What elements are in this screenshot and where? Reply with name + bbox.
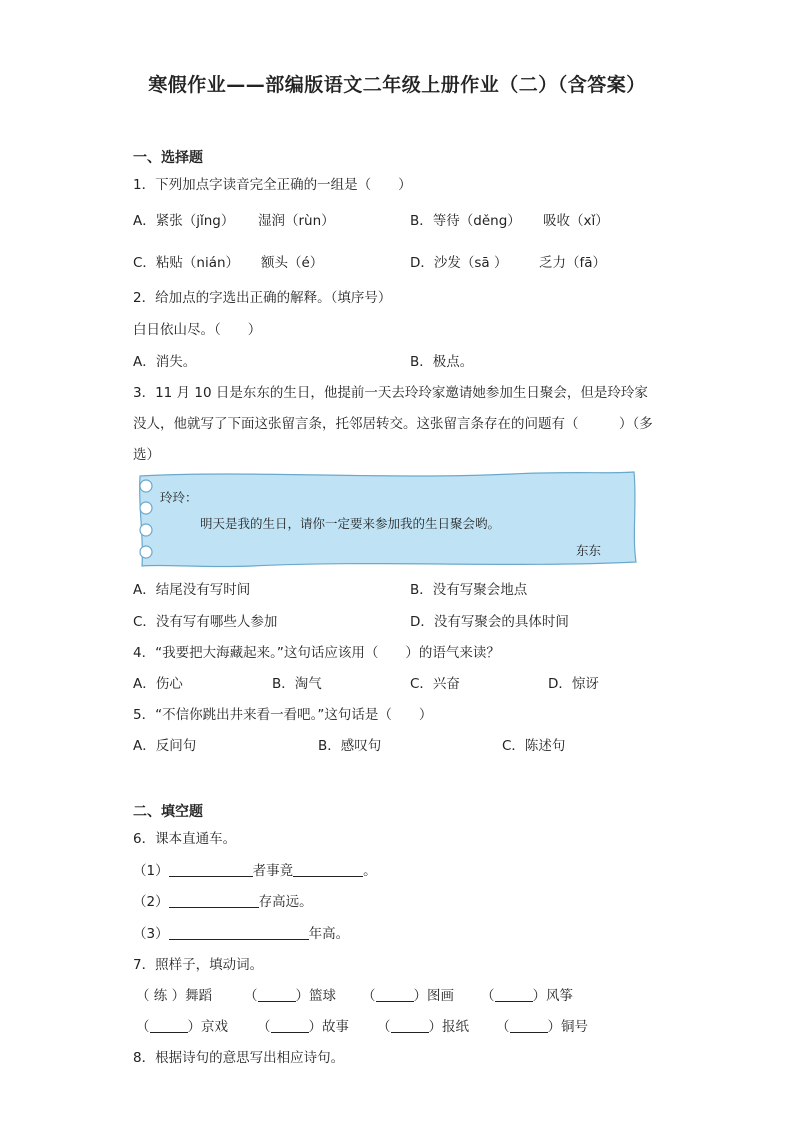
q3-stem-line1: 3．11 月 10 日是东东的生日，他提前一天去玲玲家邀请她参加生日聚会，但是玲玲家 bbox=[133, 385, 648, 401]
q4-option-d: D．惊讶 bbox=[548, 676, 599, 692]
q7-item-3: （ ）风筝 bbox=[481, 988, 573, 1004]
q7-item-4-blank[interactable] bbox=[150, 1019, 188, 1033]
q7-item-3-word: 风筝 bbox=[546, 988, 573, 1004]
q7-item-1-blank[interactable] bbox=[258, 988, 296, 1002]
q1-option-b-word1: B．等待（děng） bbox=[410, 213, 521, 229]
q5-option-b: B．感叹句 bbox=[318, 738, 382, 754]
q6-line3-end: 年高。 bbox=[308, 926, 350, 942]
q7-stem: 7．照样子，填动词。 bbox=[133, 957, 264, 973]
q7-item-5-word: 故事 bbox=[322, 1019, 349, 1035]
q2-line: 白日依山尽。（ ） bbox=[133, 322, 262, 338]
q6-line1-end: 。 bbox=[363, 863, 377, 879]
q7-item-5: （ ）故事 bbox=[257, 1019, 349, 1035]
q3-option-d: D．没有写聚会的具体时间 bbox=[410, 614, 569, 630]
q2-stem: 2．给加点的字选出正确的解释。（填序号） bbox=[133, 290, 392, 306]
q6-line3-number: （3） bbox=[133, 926, 169, 942]
q7-item-6-word: 报纸 bbox=[442, 1019, 469, 1035]
section-heading-fill: 二、填空题 bbox=[133, 804, 203, 820]
q5-option-a: A．反问句 bbox=[133, 738, 197, 754]
q1-option-d-word1: D．沙发（sā ） bbox=[410, 255, 508, 271]
q4-option-c: C．兴奋 bbox=[410, 676, 460, 692]
q3-option-b: B．没有写聚会地点 bbox=[410, 582, 528, 598]
q1-option-a-word1: A．紧张（jǐng） bbox=[133, 213, 235, 229]
q7-item-6-blank[interactable] bbox=[391, 1019, 429, 1033]
q6-line2-blank[interactable] bbox=[169, 893, 259, 908]
q6-stem: 6．课本直通车。 bbox=[133, 831, 237, 847]
q8-stem: 8．根据诗句的意思写出相应诗句。 bbox=[133, 1050, 345, 1066]
q6-line1-blank2[interactable] bbox=[293, 862, 363, 877]
q4-option-a: A．伤心 bbox=[133, 676, 183, 692]
q6-line3-blank[interactable] bbox=[169, 925, 309, 940]
q7-example: （ 练 ）舞蹈 bbox=[136, 988, 213, 1004]
note-signature: 东东 bbox=[576, 543, 602, 558]
q6-line1-middle: 者事竟 bbox=[252, 863, 294, 879]
q1-option-b-word2: 吸收（xǐ） bbox=[543, 213, 609, 229]
q7-item-1-word: 篮球 bbox=[309, 988, 336, 1004]
q6-line1 bbox=[133, 859, 377, 879]
q7-item-4-word: 京戏 bbox=[201, 1019, 228, 1035]
q6-line1-blank1[interactable] bbox=[169, 862, 253, 877]
q7-item-5-blank[interactable] bbox=[271, 1019, 309, 1033]
q6-line3 bbox=[133, 922, 349, 942]
q6-line2 bbox=[133, 890, 313, 910]
q1-stem: 1．下列加点字读音完全正确的一组是（ ） bbox=[133, 177, 412, 193]
note-body: 明天是我的生日，请你一定要来参加我的生日聚会哟。 bbox=[200, 516, 501, 531]
q7-item-2-blank[interactable] bbox=[376, 988, 414, 1002]
q7-item-2: （ ）图画 bbox=[362, 988, 454, 1004]
q7-item-2-word: 图画 bbox=[427, 988, 454, 1004]
q7-item-3-blank[interactable] bbox=[495, 988, 533, 1002]
q3-stem-line3: 选） bbox=[133, 447, 160, 463]
q2-option-b: B．极点。 bbox=[410, 354, 474, 370]
q1-option-c-word1: C．粘贴（nián） bbox=[133, 255, 240, 271]
page-title: 寒假作业——部编版语文二年级上册作业（二）（含答案） bbox=[148, 74, 646, 96]
message-note-image bbox=[132, 466, 640, 570]
q7-item-1: （ ）篮球 bbox=[244, 988, 336, 1004]
q7-item-6: （ ）报纸 bbox=[377, 1019, 469, 1035]
q7-item-4: （ ）京戏 bbox=[136, 1019, 228, 1035]
q3-stem-line2: 没人，他就写了下面这张留言条，托邻居转交。这张留言条存在的问题有（ ）（多 bbox=[133, 416, 653, 432]
q2-option-a: A．消失。 bbox=[133, 354, 197, 370]
q1-option-a-word2: 湿润（rùn） bbox=[258, 213, 335, 229]
q5-option-c: C．陈述句 bbox=[502, 738, 566, 754]
q4-stem: 4．“我要把大海藏起来。”这句话应该用（ ）的语气来读？ bbox=[133, 645, 500, 661]
q7-item-7-word: 铜号 bbox=[561, 1019, 588, 1035]
q7-item-7: （ ）铜号 bbox=[496, 1019, 588, 1035]
q5-stem: 5．“不信你跳出井来看一看吧。”这句话是（ ） bbox=[133, 707, 433, 723]
q6-line1-number: （1） bbox=[133, 863, 169, 879]
q6-line2-end: 存高远。 bbox=[258, 894, 313, 910]
section-heading-choice: 一、选择题 bbox=[133, 150, 203, 166]
q3-option-c: C．没有写有哪些人参加 bbox=[133, 614, 278, 630]
q7-item-7-blank[interactable] bbox=[510, 1019, 548, 1033]
note-greeting: 玲玲： bbox=[160, 490, 198, 505]
q6-line2-number: （2） bbox=[133, 894, 169, 910]
q4-option-b: B．淘气 bbox=[272, 676, 322, 692]
q3-option-a: A．结尾没有写时间 bbox=[133, 582, 251, 598]
q1-option-c-word2: 额头（é） bbox=[261, 255, 324, 271]
q1-option-d-word2: 乏力（fā） bbox=[539, 255, 607, 271]
